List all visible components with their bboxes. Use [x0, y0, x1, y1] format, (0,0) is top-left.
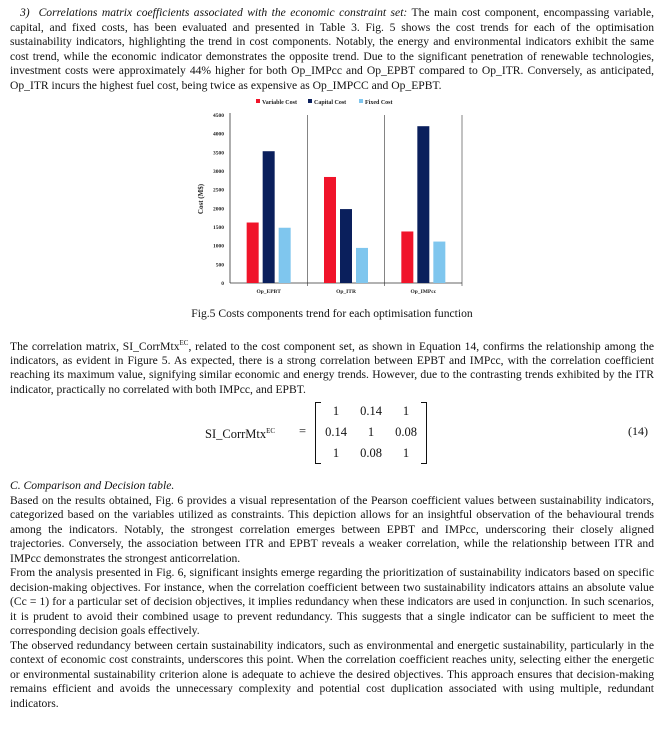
y-tick-label: 2000 — [213, 206, 224, 213]
bar-capital-cost — [263, 151, 275, 283]
legend-label: Fixed Cost — [365, 100, 393, 106]
equation-lhs — [205, 424, 275, 442]
correlation-text-2: , related to the cost component set, as shown in Equation 14, confirms the relationship among the indicators, as evident in Figure 5. As expected, there is a strong correlation between EPBT and IMPcc, with the correlation coefficient reaching its maximum value, signifying similar economic and energy trends. However, due to the contrasting trends exhibited by the ITR indicator, practically no correlated with both IMPcc, and EPBT. — [10, 339, 655, 396]
section-c-heading: C. Comparison and Decision table. — [10, 479, 175, 493]
bar-capital-cost — [417, 126, 429, 283]
y-tick-label: 500 — [215, 262, 224, 269]
legend-label: Capital Cost — [314, 100, 347, 106]
matrix-cell: 1 — [402, 446, 410, 461]
matrix-cell: 0.14 — [360, 404, 382, 419]
paper-page — [10, 6, 654, 711]
section-3-paragraph — [10, 6, 654, 93]
y-tick-label: 4000 — [213, 131, 224, 138]
bar-fixed-cost — [279, 228, 291, 283]
cost-components-chart — [10, 97, 654, 307]
correlation-paragraph — [10, 336, 654, 398]
figure-5-caption: Fig.5 Costs components trend for each optimisation function — [191, 307, 473, 320]
bar-variable-cost — [401, 231, 413, 283]
equation-14 — [10, 401, 654, 465]
matrix-cell: 0.08 — [395, 425, 417, 440]
bar-fixed-cost — [356, 248, 368, 283]
legend-label: Variable Cost — [262, 100, 297, 106]
matrix-cell: 1 — [332, 446, 340, 461]
correlation-superscript: EC — [179, 338, 189, 347]
bar-fixed-cost — [433, 242, 445, 283]
equation-equals: = — [299, 424, 307, 439]
section-3-heading: Correlations matrix coefficients associated with the economic constraint set: — [38, 6, 408, 19]
y-tick-label: 4500 — [213, 113, 224, 119]
matrix-cell: 1 — [402, 404, 410, 419]
equation-number: (14) — [628, 424, 648, 439]
y-tick-label: 3500 — [213, 150, 224, 157]
section-3-number: 3) — [20, 6, 30, 19]
y-tick-label: 2500 — [213, 187, 224, 194]
matrix-cell: 1 — [332, 404, 340, 419]
matrix-cell: 0.14 — [325, 425, 347, 440]
correlation-matrix — [315, 402, 427, 464]
section-3-body: The main cost component, encompassing variable, capital, and fixed costs, has been evaluated and presented in Table 3. Fig. 5 shows the cost trends for each of the optimisation sustainability indicators, highlighting the trend in cost components. Notably, the energy and environmental indicators exhibit the same cost trend, while the economic indicator demonstrates the opposite trend. Due to the significant penetration of renewable technologies, investment costs were approximately 44% higher for both Op_IMPcc and Op_EPBT compared to Op_ITR. Conversely, as anticipated, Op_ITR incurs the highest fuel cost, being twice as expensive as Op_IMPCC and Op_EPBT. — [10, 6, 654, 92]
matrix-cell: 0.08 — [360, 446, 382, 461]
legend-swatch — [256, 99, 260, 103]
section-c-paragraph-3: The observed redundancy between certain sustainability indicators, such as environmental and energetic sustainability, particularly in the context of economic cost constraints, underscores this point. When the correlation coefficient reaches unity, selecting either the energetic or environmental sustainability criterion alone is adequate to achieve the desired objectives. This approach ensures that decision-making remains efficient and avoids the unnecessary complexity and potential cost duplication associated with using multiple, redundant indicators. — [10, 638, 654, 710]
y-tick-label: 3000 — [213, 169, 224, 175]
y-tick-label: 0 — [221, 281, 224, 287]
section-c-paragraph-2: From the analysis presented in Fig. 6, significant insights emerge regarding the prioritization of sustainability indicators based on specific decision-making objectives. For instance, when the correlation coefficient between two sustainability indicators attains an absolute value (Cc = 1) for a particular set of decision objectives, it implies redundancy when these indicators are used in conjunction. In such scenarios, it is prudent to avoid their combined usage to prevent redundancy. This suggests that a single indicator can be sufficient to meet the corresponding decision goals effectively. — [10, 566, 654, 638]
equation-lhs-text: SI_CorrMtx — [205, 427, 267, 442]
legend-swatch — [308, 99, 312, 103]
matrix-cell: 1 — [367, 425, 375, 440]
section-c-paragraph-1: Based on the results obtained, Fig. 6 provides a visual representation of the Pearson coefficient values between sustainability indicators, categorized based on the variables utilized as constraints. This depiction allows for an insightful observation of the behavioural trends among the indicators. Notably, the strongest correlation emerges between EPBT and IMPcc, underscoring their closely aligned trajectories. Conversely, the association between ITR and EPBT reveals a weaker correlation, while the relationship between ITR and IMPcc demonstrates the strongest anticorrelation. — [10, 493, 654, 565]
bar-variable-cost — [247, 223, 259, 283]
x-tick-label: Op_IMPcc — [410, 289, 437, 295]
x-tick-label: Op_EPBT — [256, 289, 281, 295]
bar-capital-cost — [340, 209, 352, 283]
y-tick-label: 1000 — [213, 243, 224, 250]
figure-5 — [10, 97, 654, 307]
x-tick-label: Op_ITR — [336, 289, 356, 295]
matrix-right-bracket — [421, 402, 427, 464]
bar-variable-cost — [324, 177, 336, 283]
legend-swatch — [359, 99, 363, 103]
correlation-text-1: The correlation matrix, SI_CorrMtx — [10, 339, 180, 353]
y-tick-label: 1500 — [213, 225, 224, 231]
equation-lhs-superscript: EC — [266, 427, 276, 436]
y-axis-label: Cost (M$) — [197, 183, 205, 215]
